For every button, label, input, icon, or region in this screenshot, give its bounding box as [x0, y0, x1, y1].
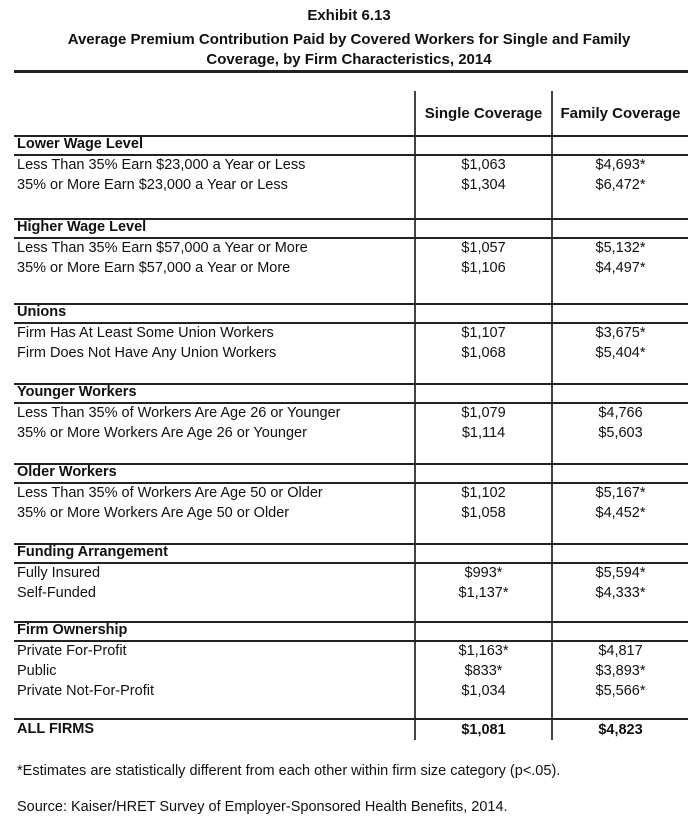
row-single-value: $1,114: [461, 425, 506, 441]
row-single-value: $1,068: [461, 345, 506, 361]
row-label: Less Than 35% of Workers Are Age 26 or Younger: [17, 405, 341, 421]
row-label: Fully Insured: [17, 565, 101, 581]
section-top-rule: [14, 303, 688, 305]
row-label: Less Than 35% Earn $23,000 a Year or Less: [17, 157, 306, 173]
row-family-value: $5,132*: [595, 240, 646, 256]
exhibit-number: Exhibit 6.13: [307, 7, 391, 24]
total-single: $1,081: [461, 722, 506, 738]
section-heading: Lower Wage Level: [17, 136, 143, 152]
row-family-value: $5,566*: [595, 683, 646, 699]
row-single-value: $1,034: [461, 683, 506, 699]
total-label: ALL FIRMS: [17, 721, 95, 737]
row-single-value: $993*: [464, 565, 503, 581]
section-heading: Funding Arrangement: [17, 544, 168, 560]
row-label: 35% or More Workers Are Age 26 or Younger: [17, 425, 307, 441]
row-family-value: $4,452*: [595, 505, 646, 521]
total-family: $4,823: [598, 722, 643, 738]
total-rule: [14, 718, 688, 720]
row-single-value: $1,057: [461, 240, 506, 256]
row-family-value: $4,766: [598, 405, 643, 421]
row-single-value: $1,137*: [458, 585, 509, 601]
row-label: Public: [17, 663, 57, 679]
section-heading-rule: [14, 562, 688, 564]
section-heading: Higher Wage Level: [17, 219, 147, 235]
row-single-value: $1,079: [461, 405, 506, 421]
row-family-value: $5,167*: [595, 485, 646, 501]
section-heading-rule: [14, 237, 688, 239]
row-family-value: $6,472*: [595, 177, 646, 193]
row-family-value: $4,333*: [595, 585, 646, 601]
section-heading-rule: [14, 640, 688, 642]
row-single-value: $833*: [464, 663, 503, 679]
column-header-family: Family Coverage: [560, 105, 681, 122]
section-heading: Younger Workers: [17, 384, 137, 400]
row-single-value: $1,102: [461, 485, 506, 501]
row-family-value: $5,594*: [595, 565, 646, 581]
row-family-value: $5,603: [598, 425, 643, 441]
row-family-value: $4,817: [598, 643, 643, 659]
section-heading-rule: [14, 154, 688, 156]
section-heading: Older Workers: [17, 464, 117, 480]
section-heading: Unions: [17, 304, 67, 320]
row-family-value: $4,497*: [595, 260, 646, 276]
row-single-value: $1,106: [461, 260, 506, 276]
section-heading-rule: [14, 322, 688, 324]
row-label: 35% or More Earn $23,000 a Year or Less: [17, 177, 288, 193]
row-label: Less Than 35% of Workers Are Age 50 or Older: [17, 485, 323, 501]
row-single-value: $1,163*: [458, 643, 509, 659]
row-label: 35% or More Workers Are Age 50 or Older: [17, 505, 290, 521]
exhibit-title-line2: Coverage, by Firm Characteristics, 2014: [206, 51, 492, 68]
row-family-value: $4,693*: [595, 157, 646, 173]
row-label: Firm Does Not Have Any Union Workers: [17, 345, 277, 361]
row-family-value: $3,893*: [595, 663, 646, 679]
source-note: Source: Kaiser/HRET Survey of Employer-Sponsored Health Benefits, 2014.: [17, 799, 508, 815]
row-label: Private Not-For-Profit: [17, 683, 154, 699]
row-family-value: $5,404*: [595, 345, 646, 361]
row-single-value: $1,058: [461, 505, 506, 521]
row-label: Private For-Profit: [17, 643, 127, 659]
row-single-value: $1,304: [461, 177, 506, 193]
footnote: *Estimates are statistically different from each other within firm size category (p<.05).: [17, 763, 561, 779]
row-label: Self-Funded: [17, 585, 96, 601]
row-label: Less Than 35% Earn $57,000 a Year or More: [17, 240, 308, 256]
section-heading-rule: [14, 402, 688, 404]
section-heading: Firm Ownership: [17, 622, 128, 638]
row-single-value: $1,063: [461, 157, 506, 173]
column-header-single: Single Coverage: [424, 105, 543, 122]
row-family-value: $3,675*: [595, 325, 646, 341]
top-rule: [14, 70, 688, 73]
row-label: 35% or More Earn $57,000 a Year or More: [17, 260, 291, 276]
row-label: Firm Has At Least Some Union Workers: [17, 325, 274, 341]
exhibit-title-line1: Average Premium Contribution Paid by Covered Workers for Single and Family: [67, 31, 631, 48]
section-heading-rule: [14, 482, 688, 484]
row-single-value: $1,107: [461, 325, 506, 341]
